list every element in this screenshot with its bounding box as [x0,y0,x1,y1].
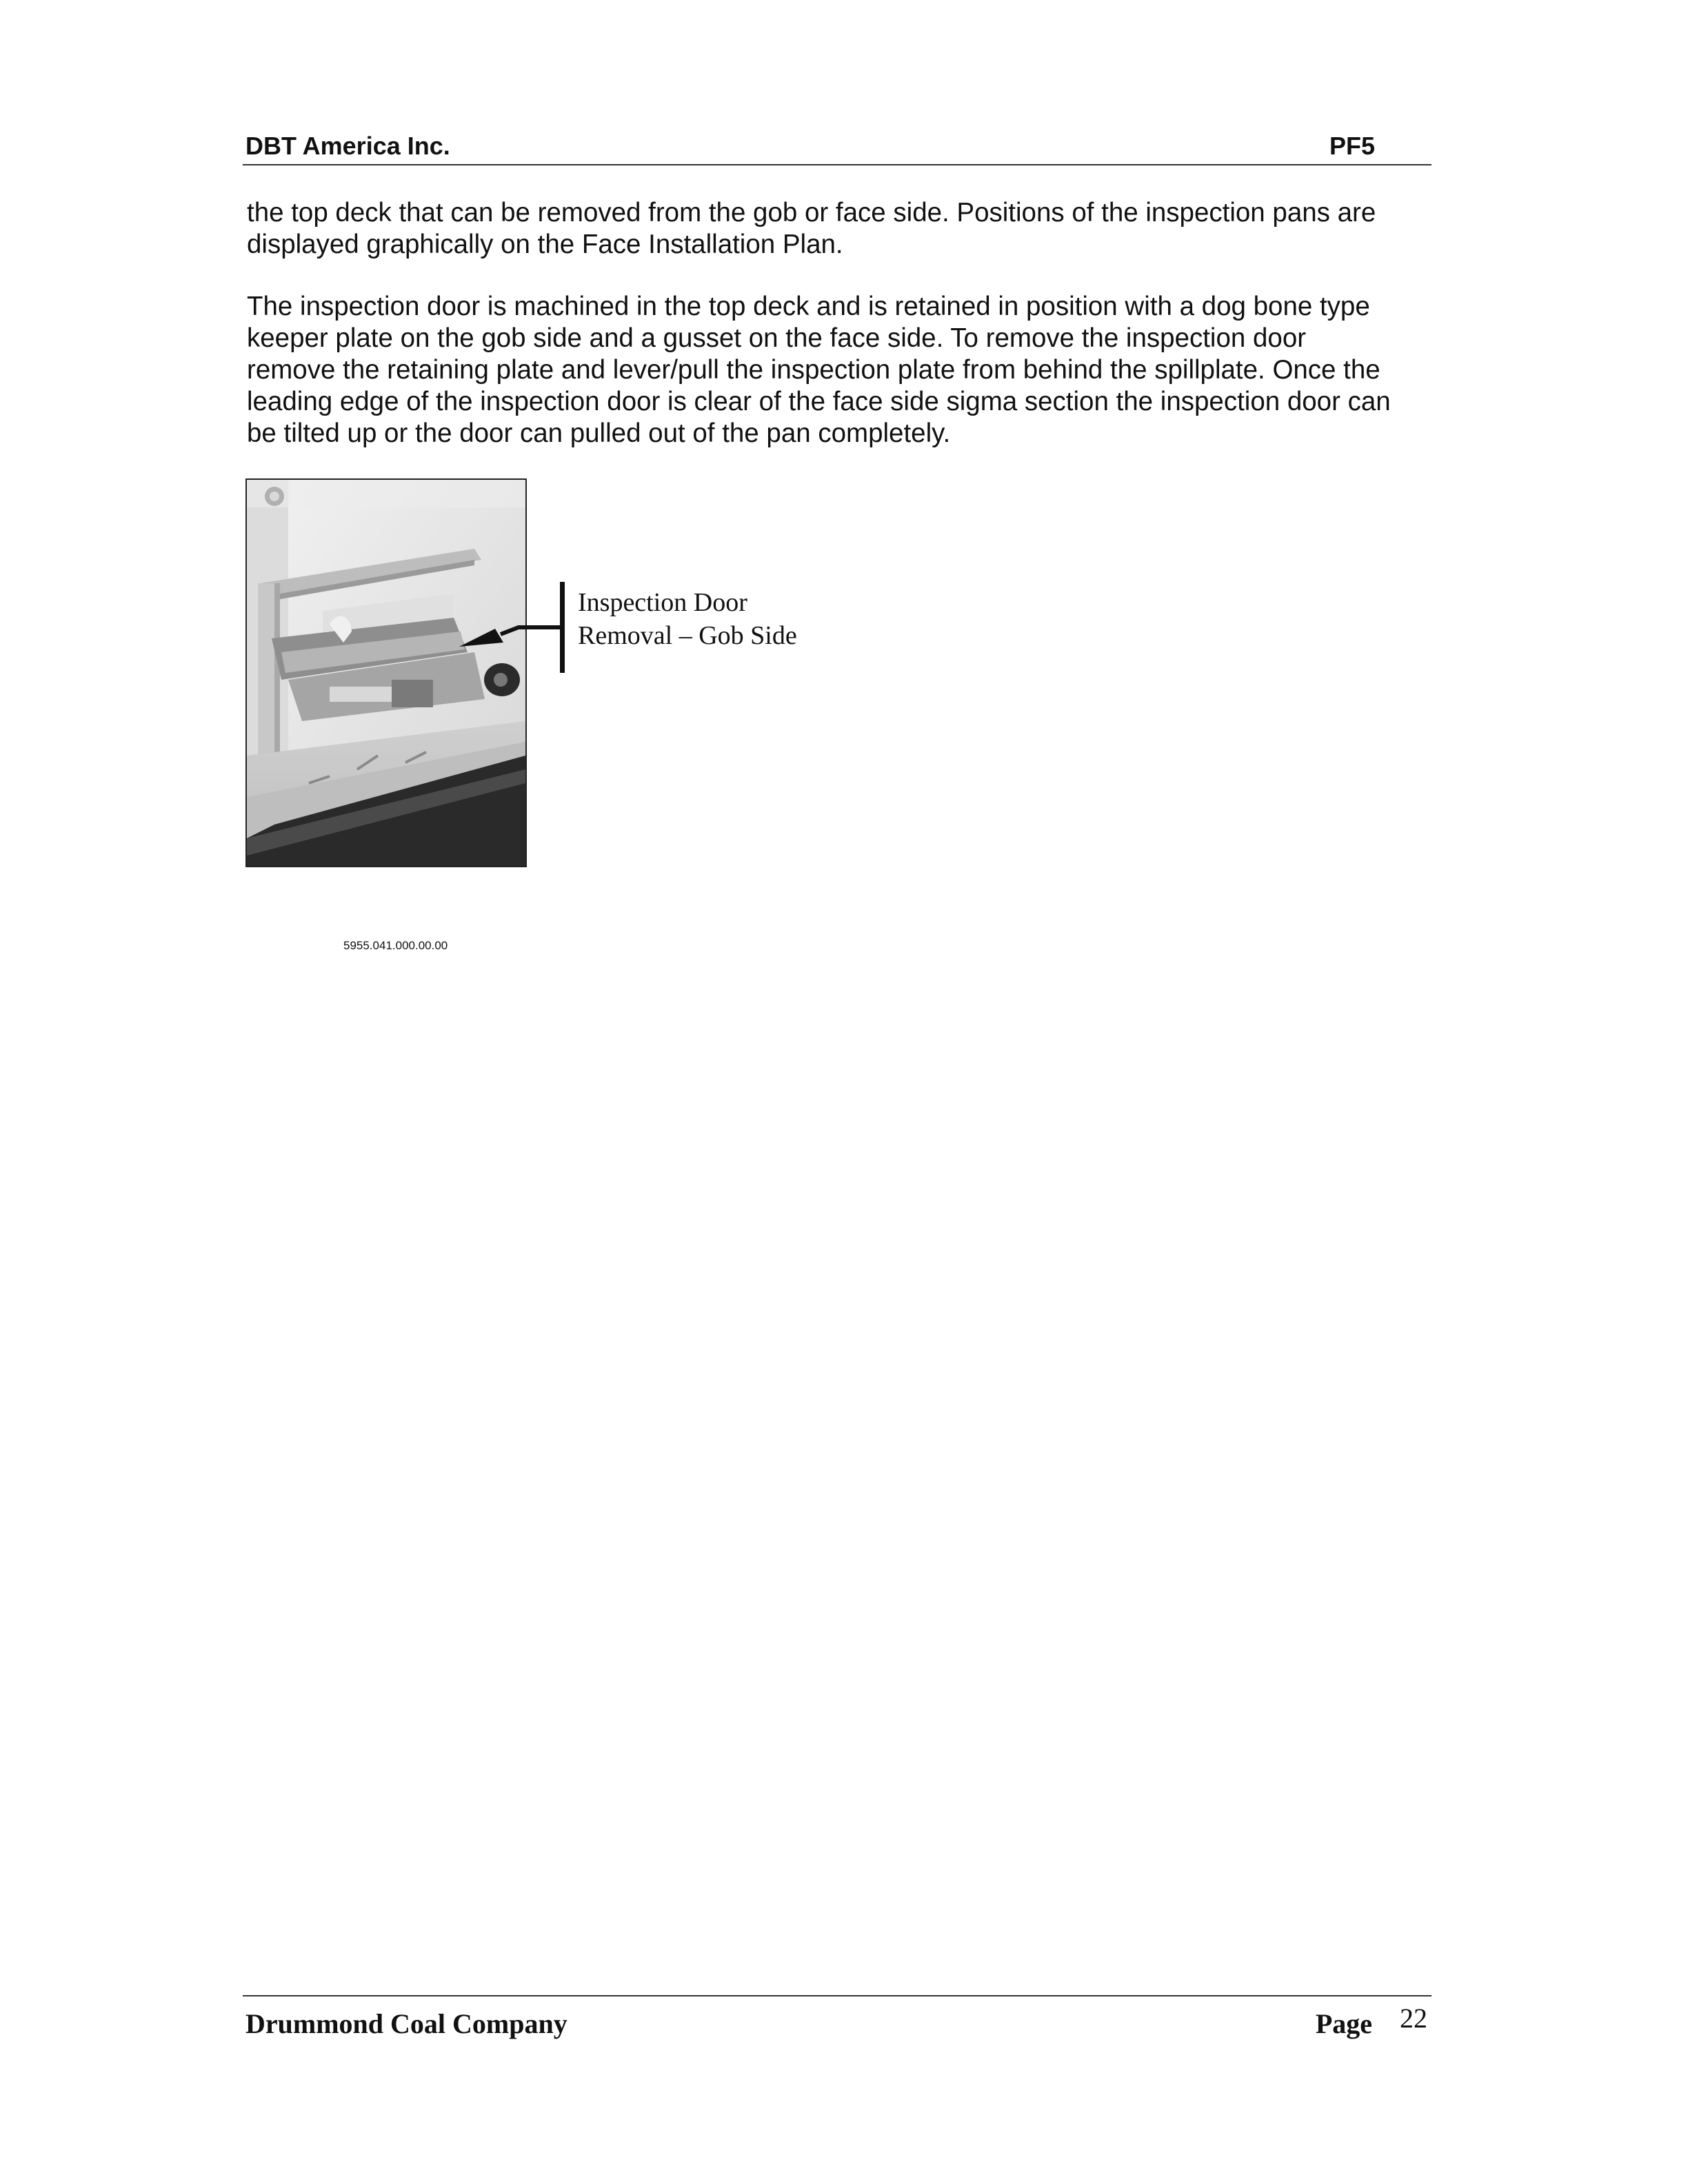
paragraph-line: leading edge of the inspection door is clear of the face side sigma section the inspection door can [247,387,1391,416]
paragraph-line: displayed graphically on the Face Installation Plan. [247,230,843,259]
footer-company-name: Drummond Coal Company [245,2008,567,2039]
footer-page-label: Page [1315,2008,1372,2039]
paragraph-line: The inspection door is machined in the top deck and is retained in position with a dog bone type [247,292,1370,321]
inspection-door-photo [245,478,527,867]
figure-callout-label [578,586,797,652]
drawing-number: 5955.041.000.00.00 [343,939,448,952]
paragraph-line: be tilted up or the door can pulled out of the pan completely. [247,418,951,448]
callout-line: Inspection Door [578,588,747,617]
page-footer [243,1995,1431,2045]
callout-arrow-icon [455,614,565,655]
page-header [243,128,1431,165]
paragraph-line: remove the retaining plate and lever/pull the inspection plate from behind the spillplate. Once the [247,355,1380,385]
callout-line: Removal – Gob Side [578,621,797,650]
body-paragraph-2 [247,291,1447,449]
footer-page-number: 22 [1400,2003,1427,2034]
paragraph-line: the top deck that can be removed from the gob or face side. Positions of the inspection pans are [247,198,1376,228]
header-company-name: DBT America Inc. [245,132,450,160]
inspection-door-photo-graphic [247,480,525,866]
body-paragraph-1 [247,197,1447,261]
paragraph-line: keeper plate on the gob side and a gusset on the face side. To remove the inspection door [247,323,1307,353]
header-document-code: PF5 [1329,132,1375,160]
